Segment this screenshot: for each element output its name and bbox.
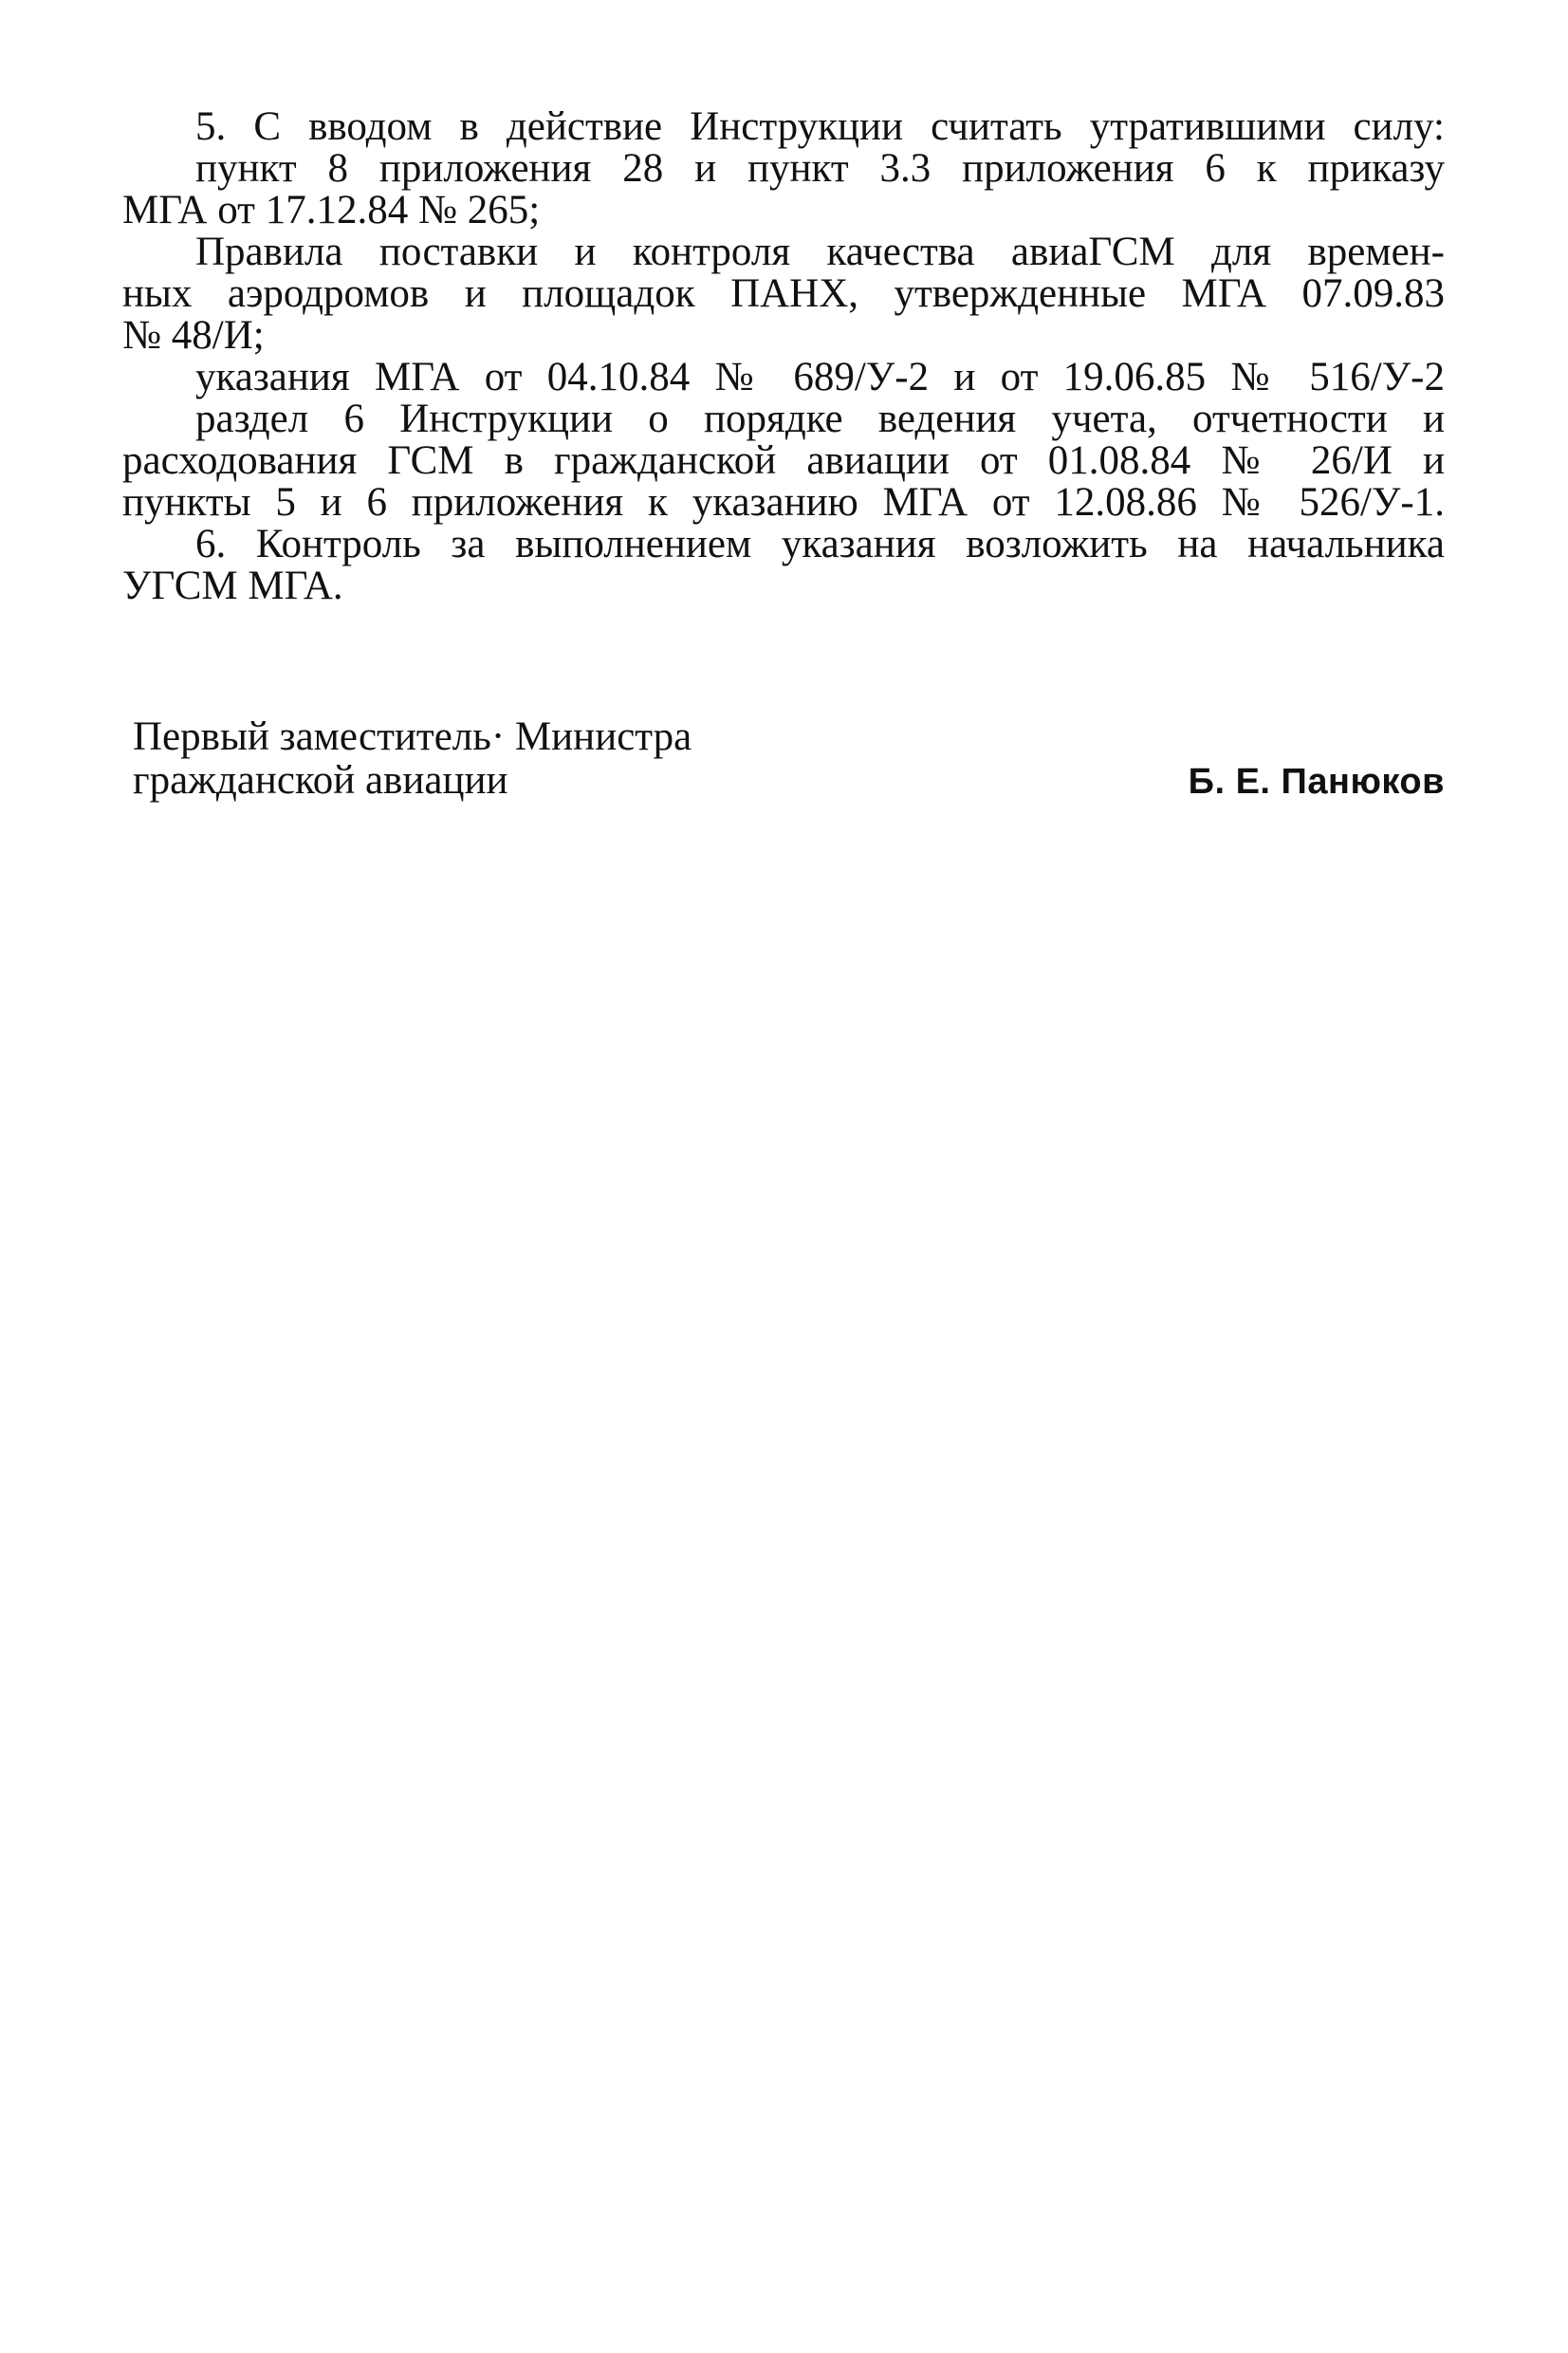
signatory-position-line-2: гражданской авиации [133,758,508,803]
section-6-line-3: пункты 5 и 6 приложения к указанию МГА от 12.08.86 № 526/У-1. [122,480,1445,525]
directives-line: указания МГА от 04.10.84 № 689/У-2 и от 19.06.85 № 516/У-2 [195,355,1445,399]
signatory-name: Б. Е. Панюков [1188,762,1445,802]
rules-line-2: ных аэродромов и площадок ПАНХ, утвержденные МГА 07.09.83 [122,271,1445,316]
body-text [122,106,1445,607]
paragraph-5-line-2: пункт 8 приложения 28 и пункт 3.3 приложения 6 к приказу [195,146,1445,191]
signature-row-1 [133,715,1445,759]
signatory-position-line-1: Первый заместитель· Министра [133,714,692,759]
section-6-line-1: раздел 6 Инструкции о порядке ведения учета, отчетности и [195,397,1445,441]
rules-line-1: Правила поставки и контроля качества авиаГСМ для времен- [195,230,1445,274]
paragraph-6-line-1: 6. Контроль за выполнением указания возложить на начальника [195,522,1445,566]
rules-line-3: № 48/И; [122,313,265,358]
signature-row-2 [133,759,1445,803]
paragraph-5-line-3: МГА от 17.12.84 № 265; [122,188,541,232]
section-6-line-2: расходования ГСМ в гражданской авиации от 01.08.84 № 26/И и [122,438,1445,483]
paragraph-5-line-1: 5. С вводом в действие Инструкции считать утратившими силу: [195,104,1445,149]
paragraph-6-line-2: УГСМ МГА. [122,564,343,608]
signature-block [133,715,1445,803]
